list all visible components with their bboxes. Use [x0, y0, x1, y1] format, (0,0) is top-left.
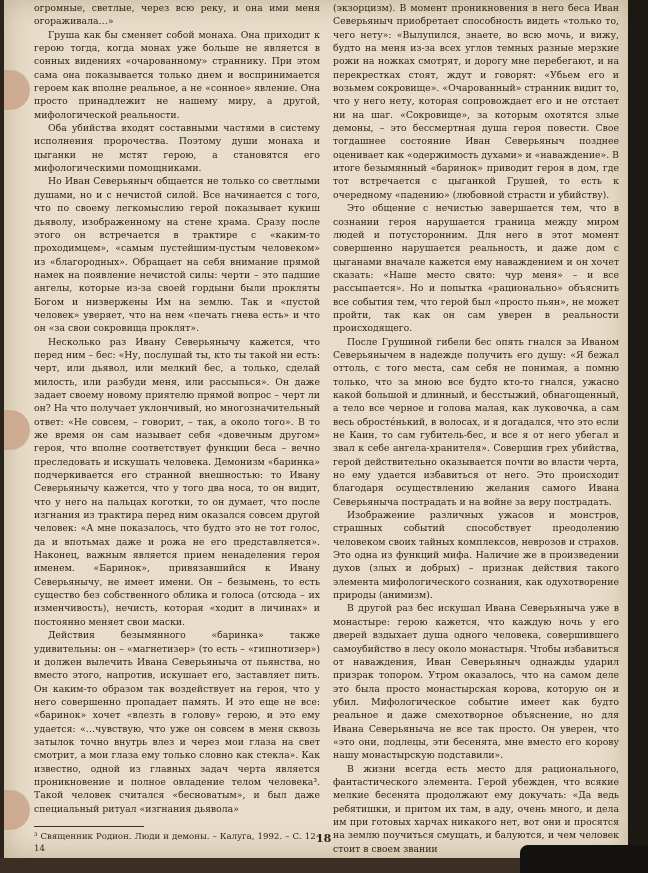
paragraph: Оба убийства входят составными частями в систему исполнения пророчества. Поэтому души монаха и цыганки не мстят герою, а становятся его мифологическими помощниками. [34, 123, 320, 175]
paragraph: огромные, светлые, через всю реку, и она ими меня огораживала…» [34, 3, 320, 28]
paragraph: Груша как бы сменяет собой монаха. Она приходит к герою тогда, когда монах уже больше не является в сонных видениях «очарованному» страннику. При этом сама она показывается только днем и воспринимается героем как вполне реальное, а не «сонное» явление. Она просто принадлежит не нашему миру, а другой, мифологической реальности. [34, 29, 320, 121]
right-column [333, 2, 619, 856]
footnote: ³ Священник Родион. Люди и демоны. – Калуга, 1992. – С. 12–14 [34, 831, 320, 855]
paragraph: Несколько раз Ивану Северьянычу кажется, что перед ним – бес: «Ну, послушай ты, кто ты такой ни есть: черт, или дьявол, или мелкий бес, а только, сделай милость, или разбуди меня, или рассыпься». Он даже задает своему новому приятелю прямой вопрос – черт ли он? На что получает уклончивый, но многозначительный ответ: «Не совсем, – говорит, – так, а около того». В то же время он сам называет себя «довечным другом» героя, что вполне соответствует функции беса – вечно преследовать и искушать человека. Демонизм «баринка» подчеркивается его странной внешностью: то Ивану Северьянычу кажется, что у того два носа, то он видит, что у него на пальцах коготки, то он думает, что после изгнания из трактира перед ним оказался совсем другой человек: «А мне показалось, что будто это не тот голос, да и впотьмах даже и рожа не его представляется». Наконец, важным является прием ненаделения героя именем. «Баринок», привязавшийся к Ивану Северьянычу, не имеет имени. Он – безымень, то есть существо без собственного облика и голоса (отсюда – их изменчивость), нечисть, которая «ходит в личинах» и постоянно меняет свои маски. [34, 336, 320, 628]
paragraph: После Грушиной гибели бес опять гнался за Иваном Северьянычем в надежде получить его душу: «Я бежал оттоль, с того места, сам себя не понимая, а помню только, что за мною все будто кто-то гнался, ужасно какой большой и длинный, и бесстыжий, обнагощенный, а тело все черное и голова малая, как луковочка, а сам весь обросте́нький, в волосах, и я догадался, что это если не Каин, то сам губитель-бес, и все я от него убегал и звал к себе ангела-хранителя». Совершив грех убийства, герой действительно оказывается почти во власти черта, но ему удается избавиться от него. Это происходит благодаря осуществлению желания самого Ивана Северьяныча пострадать и на войне за веру пострадать. [333, 336, 619, 508]
book-page [4, 0, 628, 858]
page-number: 18 [316, 832, 332, 845]
dark-object [520, 845, 648, 873]
finger-shadow [4, 70, 30, 110]
paragraph: В другой раз бес искушал Ивана Северьяныча уже в монастыре: герою кажется, что каждую ночь у его дверей вздыхает душа одного человека, совершившего самоубийство в лесу около монастыря. Чтобы избавиться от наваждения, Иван Северьяныч однажды ударил призрак топором. Утром оказалось, что на самом деле это была просто монастырская корова, которую он и убил. Мифологическое событие имеет как будто реальное и даже смехотворное объяснение, но для Ивана Северьяныча не все так просто. Он уверен, что «это они, подлецы, эти бесенята, мне вместо его корову нашу монастырскую подставили». [333, 603, 619, 762]
footnote-divider [34, 826, 144, 827]
table-surface [0, 858, 520, 873]
paragraph: (экзорцизм). В момент проникновения в него беса Иван Северьяныч приобретает способность видеть «только то, чего нету»: «Вылупился, знаете, во всю мочь, и вижу, будто на меня из-за всех углов темных разные мерзкие рожи на ножках смотрят, и дорогу мне перебегают, и на перекрестках стоят, ждут и говорят: «Убьем его и возьмем сокровище». «Очарованный» странник видит то, что у него нету, которая сопровождает его и не отстает ни на шаг. «Сокровище», за которым охотятся злые демоны, – это бессмертная душа героя повести. Свое тогдашнее состояние Иван Северьяныч позднее оценивает как «одержимость духами» и «наваждение». В итоге безымянный «баринок» приводит героя в дом, где тот встречается с цыганкой Грушей, то есть к очередному «падению» (любовной страсти и убийству). [333, 3, 619, 201]
paragraph: Но Иван Северьяныч общается не только со светлыми душами, но и с нечистой силой. Все начинается с того, что по своему легкомыслию герой показывает кукиш дьяволу, изображенному на стене храма. Сразу после этого он встречается в трактире с «каким-то проходимцем», «самым пустейшим-пустым человеком» из «благородных». Обращает на себя внимание прямой намек на появление нечистой силы: черти – это падшие ангелы, которые из-за своей гордыни были прокляты Богом и низвержены Им на землю. Так и «пустой человек» уверяет, что на нем «печать гнева есть» и что он «за свои сокровища проклят». [34, 176, 320, 335]
paragraph: Действия безымянного «баринка» также удивительны: он – «магнетизер» (то есть – «гипнотизер») и должен вылечить Ивана Северьяныча от пьянства, но вместо этого, напротив, искушает его, заставляет пить. Он каким-то образом так воздействует на героя, что у него совершенно пропадает память. И это еще не все: «баринок» хочет «влезть в голову» герою, и это ему удается: «…чувствую, что уже он совсем в меня сквозь затылок точно внутрь влез и через мои глаза на свет смотрит, а мои глаза ему только словно как стекла». Как известно, одной из главных задач черта является проникновение и полное овладение телом человека³. Такой человек считался «бесноватым», и был даже специальный ритуал «изгнания дьявола» [34, 630, 320, 815]
background-strip [628, 0, 648, 873]
finger-shadow [4, 790, 30, 830]
paragraph: Это общение с нечистью завершается тем, что в сознании героя нарушается граница между миром людей и потусторонним. Для него в этот момент совершенно нарушается реальность, и даже дом с цыганами вначале кажется ему наваждением и он хочет сказать: «Наше место свято: чур меня» – и все рассыпается». Но и попытка «рационально» объяснить все события тем, что герой был «просто пьян», не может пройти, так как он сам уверен в реальности происходящего. [333, 203, 619, 335]
left-column [34, 2, 320, 856]
paragraph: Изображение различных ужасов и монстров, страшных событий способствует преодолению человеком своих тайных комплексов, неврозов и страхов. Это одна из функций мифа. Наличие же в произведении духов (злых и добрых) – признак действия такого элемента мифологического сознания, как одухотворение природы (анимизм). [333, 510, 619, 602]
finger-shadow [4, 410, 30, 450]
paragraph: В жизни всегда есть место для рационального, фантастического элемента. Герой убежден, что всякие мелкие бесенята продолжают ему докучать: «Да ведь ребятишки, и притом их там, в аду, очень много, и дела им при готовых харчах никакого нет, вот они и просятся на землю поучиться смущать, и балуются, и чем человек стоит в своем звании [333, 763, 619, 855]
